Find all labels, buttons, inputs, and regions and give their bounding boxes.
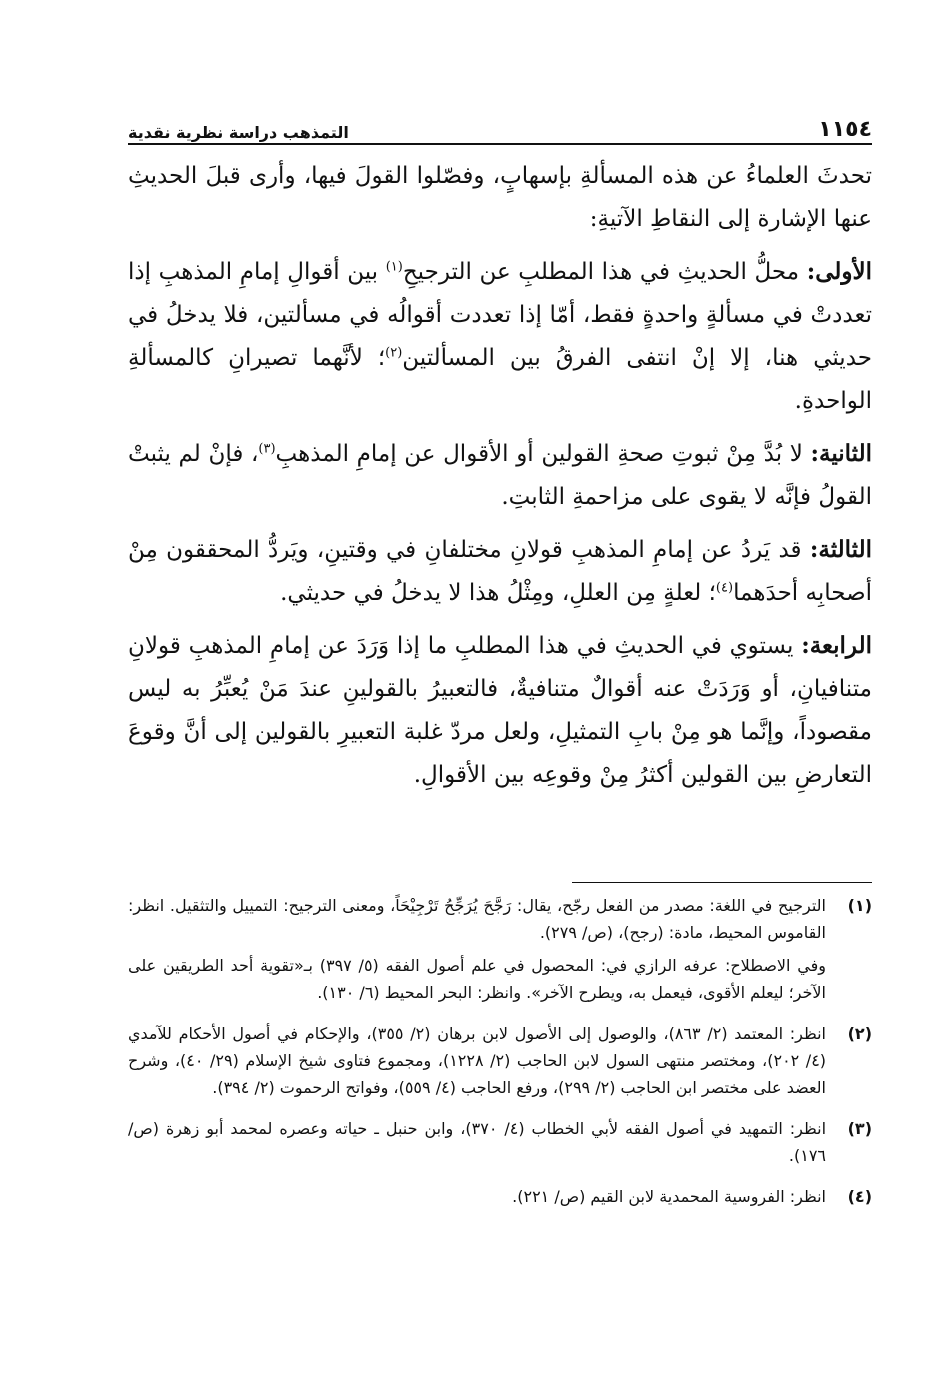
footnote-1 <box>128 892 872 1012</box>
point-label: الرابعة: <box>801 632 872 659</box>
footnote-4 <box>128 1183 872 1216</box>
footnote-2 <box>128 1020 872 1107</box>
point-text: قد يَردُ عن إمامِ المذهبِ قولانِ مختلفانِ في وقتينِ، ويَردُّ المحققون مِنْ أصحابِه أحدَهما <box>128 537 872 606</box>
point-third <box>128 528 872 615</box>
point-first <box>128 250 872 423</box>
point-second <box>128 432 872 519</box>
page-header <box>128 108 872 142</box>
footnotes <box>128 892 872 1224</box>
point-fourth <box>128 624 872 797</box>
footnote-3 <box>128 1115 872 1175</box>
footnote-text <box>128 1183 826 1216</box>
main-text <box>128 155 872 806</box>
footnote-number: (٢) <box>847 1024 872 1043</box>
footnote-text <box>128 892 826 1012</box>
footnote-separator <box>572 882 872 883</box>
point-label: الثالثة: <box>809 536 872 563</box>
point-text: ، فإنْ لم يثبتْ القولُ فإنَّه لا يقوى على مزاحمةِ الثابتِ. <box>128 441 872 510</box>
footnote-paragraph: الترجيح في اللغة: مصدر من الفعل رجّح، يقال: رَجَّحَ يُرَجِّحُ تَرْجِيْحَاً، ومعنى الترجيح: التمييل والتثقيل. انظر: القاموس المحيط، مادة: (رجح)، (ص/ ٢٧٩). <box>128 896 826 942</box>
footnote-paragraph: انظر: الفروسية المحمدية لابن القيم (ص/ ٢٢١). <box>512 1187 826 1206</box>
page-number: ١١٥٤ <box>818 117 872 142</box>
footnote-ref: (٢) <box>385 345 403 361</box>
running-title: التمذهب دراسة نظرية نقدية <box>128 123 349 142</box>
point-label: الثانية: <box>810 440 873 467</box>
footnote-text <box>128 1020 826 1107</box>
point-text: ؛ لأنَّهما تصيرانِ كالمسألةِ الواحدةِ. <box>128 345 872 414</box>
point-text: ؛ لعلةٍ مِن العللِ، ومِثْلُ هذا لا يدخلُ في حديثي. <box>280 580 716 606</box>
point-text: لا بُدَّ مِنْ ثبوتِ صحةِ القولين أو الأقوال عن إمامِ المذهبِ <box>275 441 803 467</box>
footnote-number: (٣) <box>847 1119 872 1138</box>
footnote-paragraph: انظر: التمهيد في أصول الفقه لأبي الخطاب (٤/ ٣٧٠)، وابن حنبل ـ حياته وعصره لمحمد أبو زهرة (ص/ ١٧٦). <box>128 1119 827 1165</box>
point-text: محلُّ الحديثِ في هذا المطلبِ عن الترجيحِ <box>402 259 800 285</box>
point-text: يستوي في الحديثِ في هذا المطلبِ ما إذا وَرَدَ عن إمامِ المذهبِ قولانِ متنافيانِ، أو وَرَدَتْ عنه أقوالٌ متنافيةٌ، فالتعبيرُ بالقولينِ عندَ مَنْ يُعبِّرُ به ليس مقصوداً، وإنَّما هو مِنْ بابِ التمثيلِ، ولعل مردّ غلبة التعبيرِ بالقولين إلى أنَّ وقوعَ التعارضِ بين القولين أكثرُ مِنْ وقوعِه بين الأقوالِ. <box>128 633 872 788</box>
footnote-number: (١) <box>847 896 872 915</box>
point-label: الأولى: <box>806 258 872 285</box>
footnote-paragraph: وفي الاصطلاح: عرفه الرازي في: المحصول في علم أصول الفقه (٥/ ٣٩٧) بـ«تقوية أحد الطريقين على الآخر؛ ليعلم الأقوى، فيعمل به، ويطرح الآخر». وانظر: البحر المحيط (٦/ ١٣٠). <box>128 956 827 1002</box>
footnote-ref: (٤) <box>715 580 734 596</box>
footnote-ref: (٣) <box>258 441 276 457</box>
footnote-text <box>128 1115 826 1175</box>
footnote-number: (٤) <box>847 1187 872 1206</box>
intro-paragraph: تحدثَ العلماءُ عن هذه المسألةِ بإسهابٍ، وفصّلوا القولَ فيها، وأرى قبلَ الحديثِ عنها الإشارة إلى النقاطِ الآتيةِ: <box>128 163 872 232</box>
footnote-ref: (١) <box>385 259 403 275</box>
point-text: بين أقوالِ إمامِ المذهبِ إذا تعددتْ في مسألةٍ واحدةٍ فقط، أمّا إذا تعددت أقوالُه في مسألتين، فلا يدخلُ في حديثي هنا، إلا إنْ انتفى الفرقُ بين المسألتين <box>128 259 872 371</box>
header-rule <box>128 143 872 145</box>
footnote-paragraph: انظر: المعتمد (٢/ ٨٦٣)، والوصول إلى الأصول لابن برهان (٢/ ٣٥٥)، والإحكام في أصول الأحكام للآمدي (٤/ ٢٠٢)، ومختصر منتهى السول لابن الحاجب (٢/ ١٢٢٨)، ومجموع فتاوى شيخ الإسلام (٢٩/ ٤٠)، وشرح العضد على مختصر ابن الحاجب (٢/ ٢٩٩)، ورفع الحاجب (٤/ ٥٥٩)، وفواتح الرحموت (٢/ ٣٩٤). <box>128 1024 827 1097</box>
